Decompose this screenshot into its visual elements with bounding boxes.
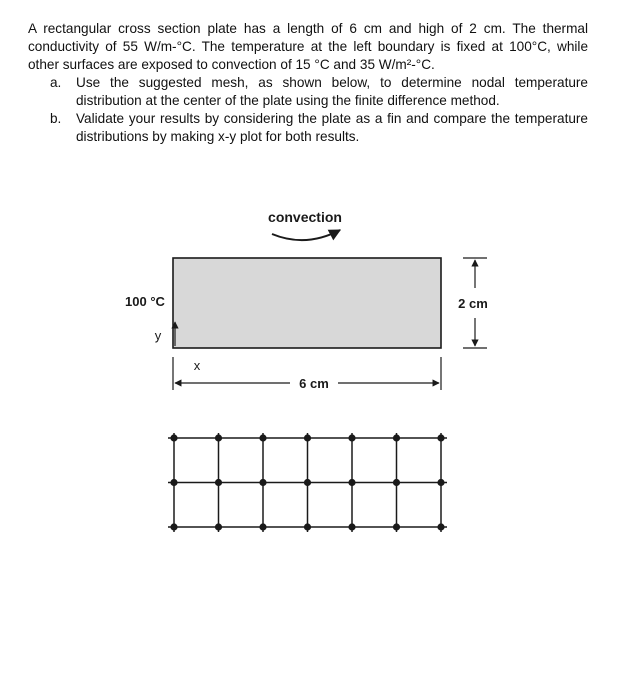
- convection-label: convection: [268, 209, 342, 225]
- part-b-text: Validate your results by considering the plate as a fin and compare the temperature distributions by making x-y plot for both results.: [76, 111, 588, 144]
- mesh-node: [304, 523, 311, 530]
- y-axis-label: y: [154, 328, 162, 343]
- x-axis-label: x: [193, 358, 201, 373]
- mesh-node: [215, 523, 222, 530]
- mesh-node: [437, 434, 444, 441]
- mesh-node: [393, 523, 400, 530]
- mesh-node: [393, 434, 400, 441]
- mesh-node: [348, 479, 355, 486]
- mesh-node: [259, 523, 266, 530]
- mesh-node: [215, 479, 222, 486]
- mesh-node: [348, 434, 355, 441]
- left-boundary-temperature-label: 100 °C: [125, 294, 165, 309]
- mesh-node: [259, 434, 266, 441]
- part-a-marker: a.: [50, 75, 62, 90]
- suggested-mesh: [168, 433, 447, 532]
- mesh-node: [437, 479, 444, 486]
- part-b-marker: b.: [50, 111, 62, 126]
- convection-arrow: [272, 230, 340, 240]
- mesh-node: [170, 479, 177, 486]
- problem-intro: A rectangular cross section plate has a length of 6 cm and high of 2 cm. The thermal conductivity of 55 W/m-°C. The temperature at the left boundary is fixed at 100°C, while other surfaces are exposed to convection of 15 °C and 35 W/m²-°C.: [28, 21, 588, 72]
- mesh-node: [304, 479, 311, 486]
- mesh-node: [259, 479, 266, 486]
- mesh-node: [304, 434, 311, 441]
- mesh-node: [437, 523, 444, 530]
- mesh-node: [170, 523, 177, 530]
- mesh-node: [393, 479, 400, 486]
- mesh-node: [215, 434, 222, 441]
- length-dimension-label: 6 cm: [299, 376, 329, 391]
- plate-rectangle: [173, 258, 441, 348]
- height-dimension-label: 2 cm: [458, 296, 488, 311]
- part-a-text: Use the suggested mesh, as shown below, to determine nodal temperature distribution at the center of the plate using the finite difference method.: [76, 75, 588, 108]
- mesh-node: [348, 523, 355, 530]
- mesh-node: [170, 434, 177, 441]
